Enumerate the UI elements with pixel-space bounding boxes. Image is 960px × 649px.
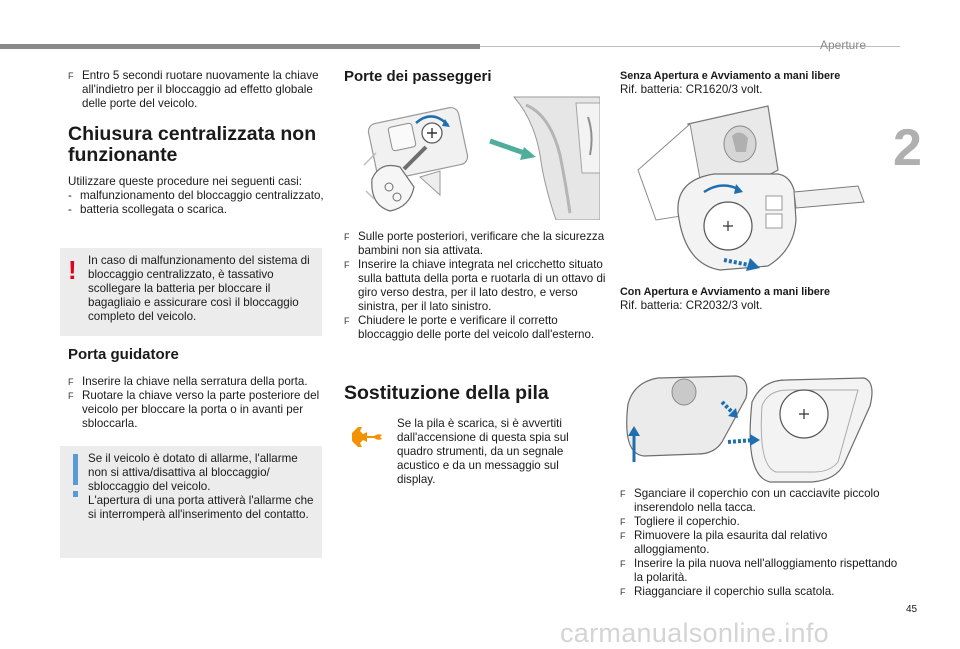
key-head-2: Con Apertura e Avviamento a mani libere Rif. batteria: CR2032/3 volt. [620,286,830,312]
list-item: F Rimuovere la pila esaurita dal relativo alloggiamento. [620,529,828,556]
battery-steps [620,487,900,599]
dash-item: - malfunzionamento del bloccaggio centralizzato, [68,189,324,202]
warning-box: ! In caso di malfunzionamento del sistema di bloccaggio centralizzato, è tassativo scollegare la batteria per bloccare il bagagliaio e assicurare così il bloccaggio completo del veicolo. [60,248,322,336]
central-lock-title: Chiusura centralizzata non funzionante [68,123,317,166]
info-icon-dot [73,491,78,497]
battery-icon [780,390,828,438]
info-box: Se il veicolo è dotato di allarme, l'allarme non si attiva/disattiva al bloccaggio/ sbloccaggio del veicolo. L'apertura di una porta attiverà l'allarme che si interromperà all'inserimento del contatto. [60,446,322,558]
brand-logo-icon [672,379,696,405]
brand-logo-icon [724,126,756,162]
battery-title: Sostituzione della pila [344,382,549,404]
list-item: F Inserire la chiave nella serratura della porta. [68,375,308,388]
list-item: F Sganciare il coperchio con un cacciavite piccolo inserendolo nella tacca. [620,487,880,514]
intro-bullet: F Entro 5 secondi ruotare nuovamente la chiave all'indietro per il bloccaggio ad effetto globale delle porte del veicolo. [68,69,319,110]
section-label: Aperture [820,38,867,52]
list-item: F Chiudere le porte e verificare il corretto bloccaggio delle porte del veicolo dall'esterno. [344,314,595,341]
list-item: F Sulle porte posteriori, verificare che la sicurezza bambini non sia attivata. [344,230,605,257]
central-lock-intro: Utilizzare queste procedure nei seguenti casi: - malfunzionamento del bloccaggio centralizzato, - batteria scollegata o scarica. [68,175,324,216]
key-head-1: Senza Apertura e Avviamento a mani libere Rif. batteria: CR1620/3 volt. [620,70,841,96]
info-icon [73,454,78,485]
warning-icon: ! [68,255,77,285]
driver-door-title: Porta guidatore [68,346,179,363]
key-fob-2-illustration [618,372,878,486]
bullet-marker: F [68,71,74,81]
list-item: F Ruotare la chiave verso la parte posteriore del veicolo per bloccare la porta o in avanti per sbloccarla. [68,389,320,430]
header-bar [0,44,480,49]
list-item: F Riagganciare il coperchio sulla scatola. [620,585,835,598]
battery-text: Se la pila è scarica, si è avvertiti dall'accensione di questa spia sul quadro strumenti, da un segnale acustico e da un messaggio sul display. [397,417,569,486]
passenger-doors-bullets [344,230,606,342]
battery-icon [704,202,752,250]
list-item: F Togliere il coperchio. [620,515,740,528]
watermark: carmanualsonline.info [560,618,829,648]
key-fob-1-illustration [618,100,878,278]
list-item: F Inserire la pila nuova nell'alloggiamento rispettando la polarità. [620,557,898,584]
dash-item: - batteria scollegata o scarica. [68,203,227,216]
page-number: 45 [906,604,918,615]
door-lock-illustration [344,95,600,220]
driver-door-bullets [68,375,324,431]
passenger-doors-title: Porte dei passeggeri [344,68,492,85]
chapter-number: 2 [893,119,922,177]
wrench-icon [350,425,384,447]
list-item: F Inserire la chiave integrata nel cricchetto situato sulla battuta della porta e ruotarla di un ottavo di giro verso destra, per il lato destro, e verso sinistra, per il lato sinistro. [344,258,606,313]
